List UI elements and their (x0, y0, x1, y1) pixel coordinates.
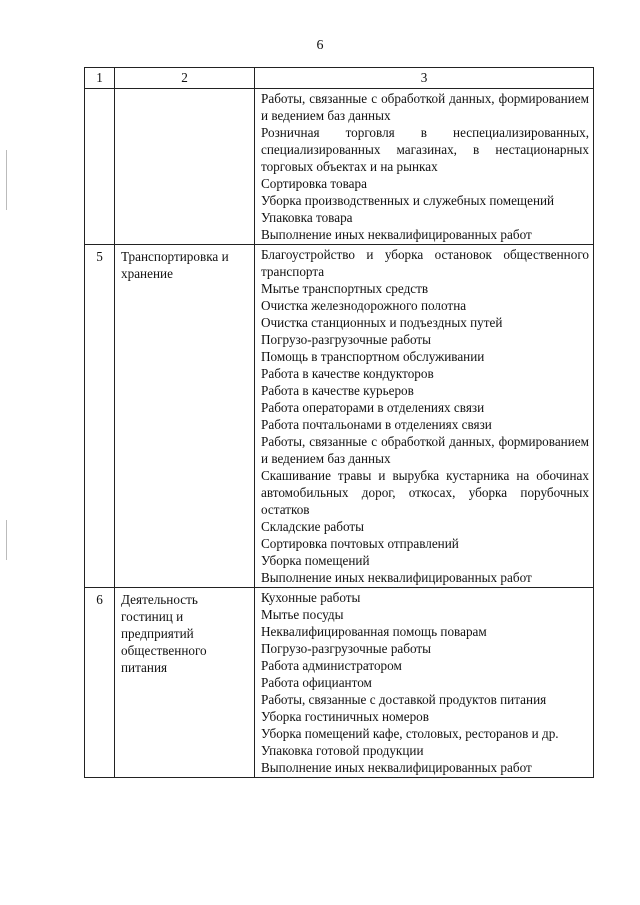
list-item: Упаковка готовой продукции (261, 743, 424, 758)
list-item: Работа администратором (261, 658, 402, 673)
work-types-list (255, 89, 594, 245)
page-number: 6 (316, 38, 324, 53)
list-item: Складские работы (261, 519, 365, 534)
list-item: Благоустройство и уборка остановок общественного транспорта (261, 247, 589, 279)
list-item: Уборка гостиничных номеров (261, 709, 430, 724)
table-row (85, 245, 594, 588)
list-item: Очистка железнодорожного полотна (261, 298, 467, 313)
list-item: Работа в качестве курьеров (261, 383, 414, 398)
scan-edge-mark (6, 520, 7, 560)
header-col-3: 3 (255, 68, 594, 89)
list-item: Работы, связанные с доставкой продуктов питания (261, 692, 547, 707)
activity-name: Транспортировка и хранение (115, 245, 255, 588)
list-item: Мытье посуды (261, 607, 344, 622)
work-types-list (255, 245, 594, 588)
list-item: Очистка станционных и подъездных путей (261, 315, 503, 330)
list-item: Выполнение иных неквалифицированных работ (261, 760, 532, 775)
activity-name: Деятельность гостиниц и предприятий общественного питания (115, 588, 255, 778)
list-item: Сортировка товара (261, 176, 367, 191)
list-item: Уборка производственных и служебных помещений (261, 193, 555, 208)
list-item: Погрузо-разгрузочные работы (261, 641, 432, 656)
list-item: Уборка помещений (261, 553, 370, 568)
row-number (85, 89, 115, 245)
activity-table (84, 67, 594, 778)
list-item: Сортировка почтовых отправлений (261, 536, 459, 551)
list-item: Выполнение иных неквалифицированных работ (261, 227, 532, 242)
row-number: 5 (85, 245, 115, 588)
list-item: Работа почтальонами в отделениях связи (261, 417, 492, 432)
table-row (85, 588, 594, 778)
list-item: Работа операторами в отделениях связи (261, 400, 485, 415)
work-types-list (255, 588, 594, 778)
list-item: Работа официантом (261, 675, 372, 690)
list-item: Упаковка товара (261, 210, 353, 225)
list-item: Скашивание травы и вырубка кустарника на обочинах автомобильных дорог, откосах, уборка порубочных остатков (261, 468, 589, 517)
list-item: Розничная торговля в неспециализированных, специализированных магазинах, в нестационарных торговых объектах и на рынках (261, 125, 589, 174)
header-col-2: 2 (115, 68, 255, 89)
list-item: Работы, связанные с обработкой данных, формированием и ведением баз данных (261, 91, 589, 123)
list-item: Мытье транспортных средств (261, 281, 429, 296)
scan-edge-mark (6, 150, 7, 210)
list-item: Уборка помещений кафе, столовых, ресторанов и др. (261, 726, 559, 741)
row-number: 6 (85, 588, 115, 778)
list-item: Работа в качестве кондукторов (261, 366, 434, 381)
header-col-1: 1 (85, 68, 115, 89)
activity-name (115, 89, 255, 245)
list-item: Неквалифицированная помощь поварам (261, 624, 487, 639)
table-row (85, 89, 594, 245)
list-item: Помощь в транспортном обслуживании (261, 349, 485, 364)
list-item: Кухонные работы (261, 590, 361, 605)
table-header-row (85, 68, 594, 89)
list-item: Погрузо-разгрузочные работы (261, 332, 432, 347)
list-item: Выполнение иных неквалифицированных работ (261, 570, 532, 585)
list-item: Работы, связанные с обработкой данных, формированием и ведением баз данных (261, 434, 589, 466)
